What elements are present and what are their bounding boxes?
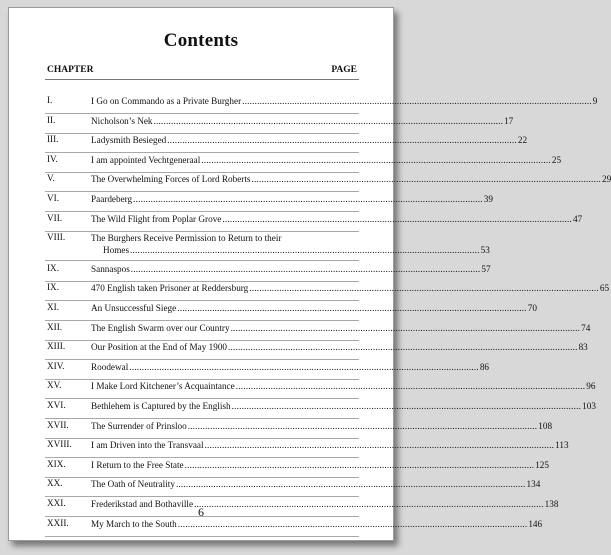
dot-leader: ............................................................................................................................................: [187, 420, 538, 431]
chapter-title: The Oath of Neutrality: [91, 479, 175, 490]
chapter-page-number: 9: [592, 96, 598, 106]
dot-leader: ............................................................................................................................................: [130, 263, 481, 274]
chapter-number: XV.: [47, 380, 62, 391]
chapter-entry-text: [91, 115, 514, 127]
chapter-title: An Unsuccessful Siege: [91, 303, 177, 313]
chapter-entry-text: [91, 154, 562, 166]
chapter-entry-text: [91, 439, 569, 451]
dot-leader: ............................................................................................................................................: [177, 303, 527, 313]
chapter-title: Our Position at the End of May 1900: [91, 342, 228, 353]
dot-leader: ............................................................................................................................................: [242, 96, 592, 106]
dot-leader: ............................................................................................................................................: [130, 245, 480, 256]
chapter-entry-text: [91, 95, 598, 107]
dot-leader: ............................................................................................................................................: [235, 381, 586, 392]
chapter-column-header: CHAPTER: [47, 65, 94, 75]
dot-leader: ............................................................................................................................................: [129, 361, 479, 372]
dot-leader: ............................................................................................................................................: [175, 479, 526, 490]
chapter-page-number: 96: [586, 381, 596, 392]
dot-leader: ............................................................................................................................................: [133, 194, 483, 204]
chapter-number: XI.: [47, 302, 59, 312]
chapter-title: Nicholson’s Nek: [91, 115, 153, 126]
dot-leader: ............................................................................................................................................: [194, 499, 544, 509]
chapter-entry-text: [91, 282, 610, 294]
chapter-entry-text: [91, 380, 596, 392]
chapter-entry-text: [91, 302, 537, 314]
dot-leader: ............................................................................................................................................: [184, 459, 535, 470]
dot-leader: ............................................................................................................................................: [153, 115, 504, 126]
chapter-page-number: 65: [599, 283, 610, 294]
chapter-title-line2: Homes: [103, 245, 130, 256]
chapter-page-number: 29: [602, 174, 611, 185]
dot-leader: ............................................................................................................................................: [167, 135, 517, 146]
toc-entry: [47, 517, 543, 540]
chapter-entry-text: [91, 478, 541, 490]
chapter-entry-text: [91, 232, 490, 256]
chapter-page-number: 17: [504, 115, 514, 126]
chapter-entry-text: [91, 459, 549, 471]
chapter-title: I Return to the Free State: [91, 459, 184, 470]
chapter-page-number: 146: [528, 518, 543, 529]
chapter-page-number: 22: [517, 135, 528, 146]
chapter-entry-text: [91, 193, 493, 205]
chapter-number: III.: [47, 134, 59, 145]
row-divider: [45, 536, 359, 537]
chapter-number: XVII.: [47, 419, 69, 430]
chapter-number: XII.: [47, 321, 63, 332]
page-number: 6: [198, 505, 204, 519]
chapter-number: XXI.: [47, 498, 66, 508]
chapter-number: VII.: [47, 212, 63, 223]
chapter-entry-text: [91, 213, 583, 225]
chapter-title: Bethlehem is Captured by the English: [91, 401, 231, 411]
chapter-page-number: 138: [544, 499, 559, 509]
chapter-entry-text: [91, 361, 490, 373]
chapter-title: I am Driven into the Transvaal: [91, 440, 204, 451]
chapter-title: Roodewal: [91, 361, 129, 372]
dot-leader: ............................................................................................................................................: [231, 401, 582, 411]
chapter-number: IX.: [47, 282, 59, 293]
chapter-number: XVIII.: [47, 439, 72, 450]
chapter-title: I Go on Commando as a Private Burgher: [91, 96, 242, 106]
dot-leader: ............................................................................................................................................: [222, 213, 572, 224]
dot-leader: ............................................................................................................................................: [177, 518, 528, 529]
chapter-number: XIX.: [47, 458, 66, 469]
chapter-title: 470 English taken Prisoner at Reddersburg: [91, 283, 249, 294]
chapter-entry-text: [91, 263, 491, 275]
chapter-number: XXII.: [47, 517, 69, 528]
chapter-number: VIII.: [47, 232, 66, 243]
chapter-title: Ladysmith Besieged: [91, 135, 167, 146]
chapter-number: IX.: [47, 262, 59, 273]
page-column-header: PAGE: [331, 65, 357, 75]
chapter-number: XX.: [47, 478, 63, 489]
chapter-entry-text: [91, 322, 591, 334]
chapter-number: I.: [47, 95, 53, 105]
row-divider: [45, 260, 359, 261]
chapter-entry-text: [91, 420, 553, 432]
dot-leader: ............................................................................................................................................: [228, 342, 578, 353]
dot-leader: ............................................................................................................................................: [201, 154, 551, 165]
chapter-page-number: 113: [555, 440, 569, 451]
chapter-number: XIV.: [47, 360, 65, 371]
chapter-title: The Overwhelming Forces of Lord Roberts: [91, 174, 251, 185]
chapter-number: II.: [47, 114, 56, 125]
chapter-page-number: 83: [578, 342, 588, 353]
chapter-page-number: 25: [551, 154, 562, 165]
chapter-number: XVI.: [47, 400, 66, 410]
chapter-page-number: 108: [538, 420, 553, 431]
dot-leader: ............................................................................................................................................: [251, 174, 602, 185]
chapter-entry-text: [91, 400, 596, 412]
chapter-page-number: 86: [479, 361, 490, 372]
chapter-number: V.: [47, 173, 55, 184]
chapter-entry-text: [91, 134, 528, 146]
chapter-title: I Make Lord Kitchener’s Acquaintance: [91, 381, 235, 392]
chapter-title: I am appointed Vechtgeneraal: [91, 154, 201, 165]
chapter-title: The English Swarm over our Country: [91, 322, 230, 333]
contents-title: Contents: [163, 30, 239, 51]
dot-leader: ............................................................................................................................................: [204, 440, 555, 451]
chapter-title: Frederikstad and Bothaville: [91, 499, 194, 509]
chapter-entry-text: [91, 173, 611, 185]
chapter-page-number: 125: [535, 459, 549, 470]
chapter-page-number: 74: [581, 322, 591, 333]
chapter-title-continuation: [91, 244, 490, 256]
chapter-title: Sannaspos: [91, 263, 130, 274]
chapter-title: The Burghers Receive Permission to Return to their: [91, 233, 282, 244]
header-divider: [45, 79, 359, 80]
chapter-page-number: 57: [481, 263, 491, 274]
dot-leader: ............................................................................................................................................: [230, 322, 581, 333]
chapter-title: Paardeberg: [91, 194, 133, 204]
toc-entry: [47, 232, 490, 264]
chapter-page-number: 47: [572, 213, 583, 224]
chapter-number: VI.: [47, 193, 59, 203]
chapter-page-number: 70: [527, 303, 537, 313]
chapter-title: The Surrender of Prinsloo: [91, 420, 187, 431]
book-page: [8, 7, 611, 541]
chapter-entry-text: [91, 341, 588, 353]
chapter-number: XIII.: [47, 341, 66, 352]
chapter-page-number: 39: [483, 194, 493, 204]
chapter-page-number: 103: [582, 401, 596, 411]
chapter-title: My March to the South: [91, 518, 177, 529]
chapter-page-number: 53: [480, 245, 490, 256]
dot-leader: ............................................................................................................................................: [249, 283, 599, 294]
chapter-title: The Wild Flight from Poplar Grove: [91, 213, 222, 224]
chapter-number: IV.: [47, 153, 58, 164]
chapter-page-number: 134: [526, 479, 541, 490]
